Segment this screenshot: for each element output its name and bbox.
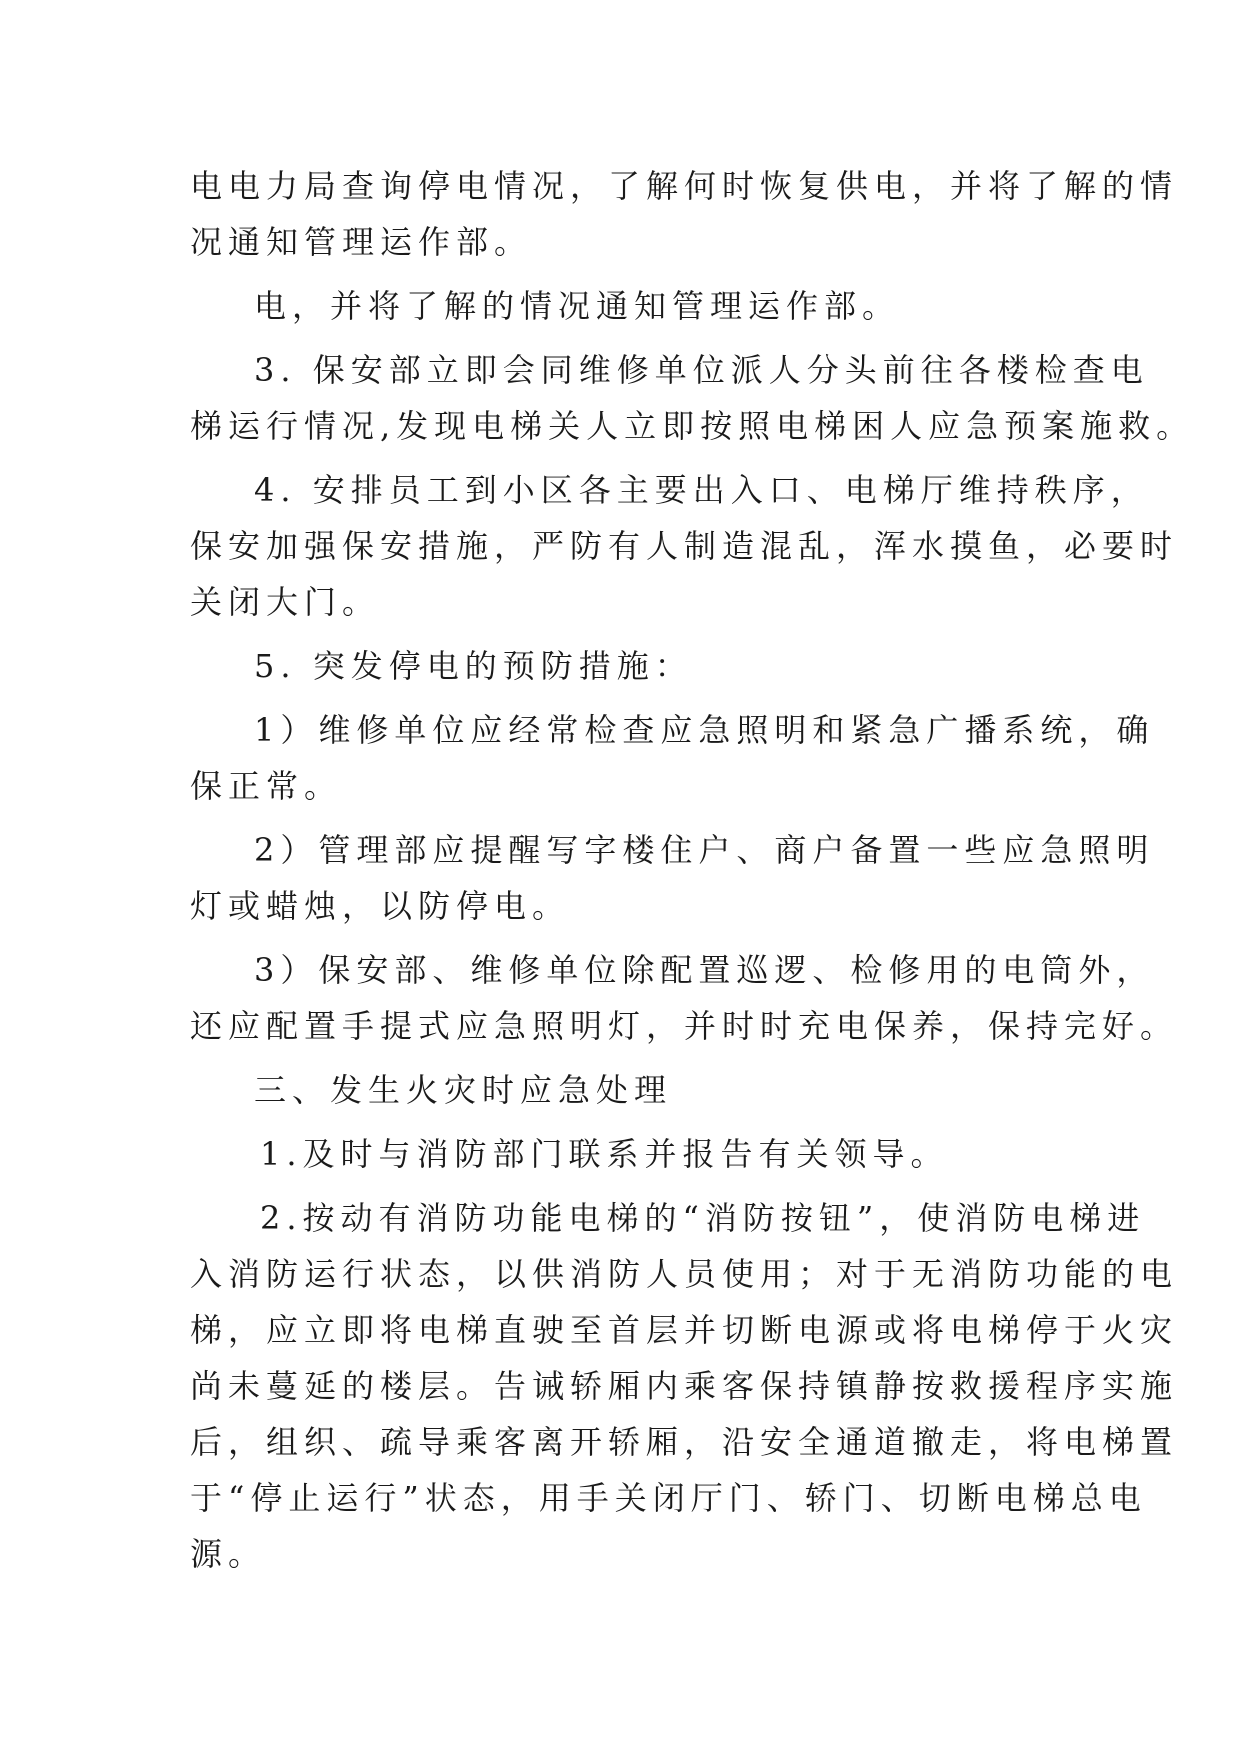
text-line: 梯，应立即将电梯直驶至首层并切断电源或将电梯停于火灾 [190,1311,1179,1349]
text-line: 保正常。 [190,767,343,805]
text-line: 后，组织、疏导乘客离开轿厢，沿安全通道撤走，将电梯置 [190,1423,1179,1461]
text-line: 关闭大门。 [190,583,381,621]
text-line: 1）维修单位应经常检查应急照明和紧急广播系统，确 [254,711,1155,749]
text-line: 5. 突发停电的预防措施： [254,647,693,685]
text-line: 还应配置手提式应急照明灯，并时时充电保养，保持完好。 [190,1007,1179,1045]
text-line: 3. 保安部立即会同维修单位派人分头前往各楼检查电 [254,351,1149,389]
document-body [190,158,1195,1582]
text-line: 4. 安排员工到小区各主要出入口、电梯厅维持秩序， [254,471,1149,509]
text-line: 电电力局查询停电情况，了解何时恢复供电，并将了解的情 [190,167,1179,205]
text-line: 电，并将了解的情况通知管理运作部。 [254,287,901,325]
text-line: 入消防运行状态，以供消防人员使用；对于无消防功能的电 [190,1255,1179,1293]
text-line: 3）保安部、维修单位除配置巡逻、检修用的电筒外， [254,951,1155,989]
text-line: 2）管理部应提醒写字楼住户、商户备置一些应急照明 [254,831,1155,869]
text-line: 梯运行情况,发现电梯关人立即按照电梯困人应急预案施救。 [190,407,1195,445]
text-line: 况通知管理运作部。 [190,223,533,261]
text-line: 1.及时与消防部门联系并报告有关领导。 [260,1135,949,1173]
text-line: 灯或蜡烛，以防停电。 [190,887,571,925]
text-line: 2.按动有消防功能电梯的“消防按钮”，使消防电梯进 [260,1199,1146,1237]
text-line: 于“停止运行”状态，用手关闭厅门、轿门、切断电梯总电 [190,1479,1147,1517]
text-line: 保安加强保安措施，严防有人制造混乱，浑水摸鱼，必要时 [190,527,1179,565]
section-heading: 三、发生火灾时应急处理 [254,1071,673,1109]
text-line: 尚未蔓延的楼层。告诫轿厢内乘客保持镇静按救援程序实施 [190,1367,1179,1405]
text-line: 源。 [190,1535,267,1573]
